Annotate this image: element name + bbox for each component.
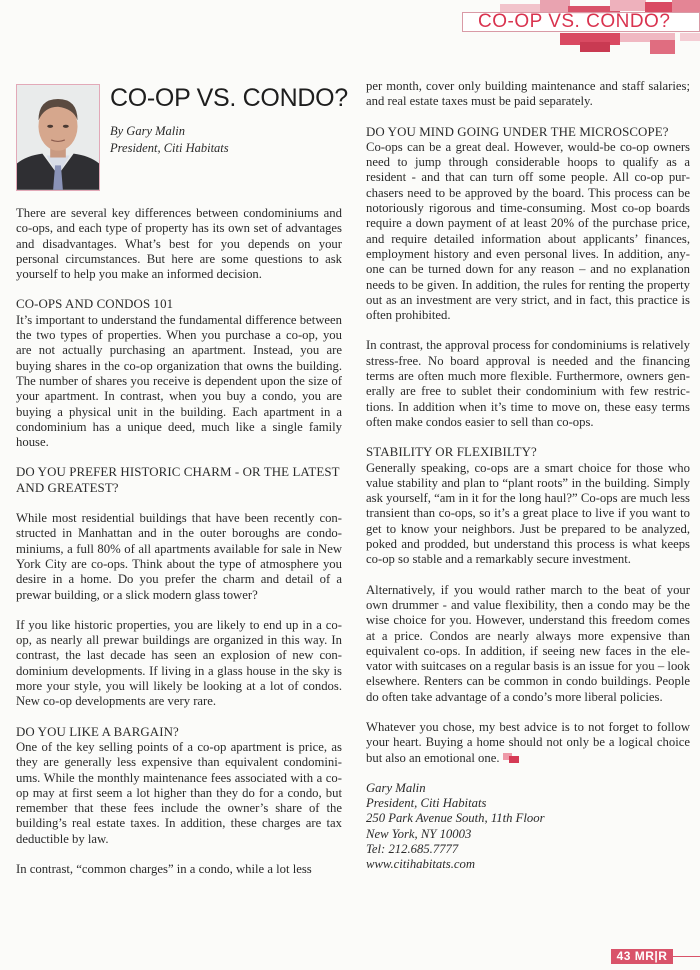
end-of-article-mark-icon	[503, 753, 519, 763]
section-heading-charm: DO YOU PREFER HISTORIC CHARM - OR THE LATEST AND GREATEST?	[16, 465, 340, 495]
signature-address-line1: 250 Park Avenue South, 11th Floor	[366, 811, 545, 826]
paragraph-bargain-2: In contrast, “common charges” in a condo, while a lot less	[16, 861, 312, 876]
paragraph-bargain-1: One of the key selling points of a co-op apartment is price, as they are generally less expensive than equivalent condominiums. While the monthly maintenance fees associated with a co-op may at first seem a lot higher than they do for a condo, but remember that these fees include the owner’s share of the building’s real estate taxes. In addition, these charges are tax deductible by law.	[16, 739, 342, 846]
signature-phone: Tel: 212.685.7777	[366, 842, 459, 857]
author-signature-block	[366, 781, 690, 873]
paragraph-bargain-continued: per month, cover only building maintenance and staff salaries; and real estate taxes must be paid separately.	[366, 79, 690, 109]
closing-text: Whatever you chose, my best advice is to not forget to follow your heart. Buying a home should not only be a logical choice but also an emotional one.	[366, 719, 690, 765]
article-title: CO-OP VS. CONDO?	[110, 84, 348, 112]
paragraph-101: It’s important to understand the fundamental difference between the two types of properties. When you purchase a co-op, you are not actually purchasing an apartment. Instead, you are buying shares in the co-op organization that owns the building. The number of shares you receive is dependent upon the size of your apartment. In contrast, when you buy a condo, you are buying a physical unit in the building. Each apartment in a condominium has a unique deed, much like a single family house.	[16, 312, 342, 450]
signature-name: Gary Malin	[366, 780, 426, 795]
page-number-rule	[673, 956, 700, 957]
signature-address-line2: New York, NY 10003	[366, 826, 472, 841]
paragraph-charm-1: While most residential buildings that have been recently constructed in Manhattan and in the outer boroughs are condominiums, a full 80% of all apartments available for sale in New York City are co-ops. Think about the type of atmosphere you desire in a home. Do you prefer the charm and detail of a prewar building, or a slick modern glass tower?	[16, 511, 342, 602]
byline-role: President, Citi Habitats	[110, 141, 229, 155]
paragraph-microscope: Co-ops can be a great deal. However, would-be co-op owners need to jump through considerable hoops to qualify as a resident - and that can turn off some people. All co-op purchasers need to be approved by the board. This process can be notoriously rigorous and time-consuming. Most co-op boards require a down payment of at least 20% of the purchase price, and require detailed information about applicants’ finances, employment history and even personal lives. In addition, anyone can be turned down for any reason – and no explanation needs to be given. In addition, the rules for renting the property out as an investment are very strict, and in fact, this practice is often prohibited.	[366, 139, 690, 323]
section-heading-bargain: DO YOU LIKE A BARGAIN?	[16, 724, 179, 739]
section-banner-title: CO-OP VS. CONDO?	[478, 11, 671, 32]
intro-paragraph: There are several key differences between condominiums and co-ops, and each type of property has its own set of advantages and disadvantages. What’s best for you depends on your personal circumstances. But here are some questions to ask yourself to help you make an informed decision.	[16, 206, 342, 282]
byline-author: By Gary Malin	[110, 124, 185, 138]
left-column	[16, 206, 342, 877]
section-heading-microscope: DO YOU MIND GOING UNDER THE MICROSCOPE?	[366, 124, 669, 139]
page-number-badge: 43 MR|R	[611, 949, 673, 964]
paragraph-charm-2: If you like historic properties, you are likely to end up in a co-op, as nearly all prewar buildings are organized in this way. In contrast, the last decade has seen an explosion of new condominium developments. If living in a glass house in the sky is more your style, you will likely be looking at a lot of condos. New co-op developments are very rare.	[16, 617, 342, 709]
paragraph-contrast: In contrast, the approval process for condominiums is relatively stress-free. No board approval is needed and the financing terms are often much more flexible. Furthermore, owners generally are free to sublet their condominium with few restrictions. In addition when it’s time to move on, these easy terms often make condos easier to sell than co-ops.	[366, 338, 690, 429]
paragraph-closing	[366, 720, 690, 766]
signature-title: President, Citi Habitats	[366, 796, 487, 811]
section-heading-stability: STABILITY OR FLEXIBILTY?	[366, 445, 537, 460]
signature-website-link[interactable]: www.citihabitats.com	[366, 857, 476, 872]
paragraph-alternatively: Alternatively, if you would rather march to the beat of your own drummer - and value flexibility, then a condo may be the wise choice for you. However, understand this freedom comes at a price. Condos are nearly always more expensive than equivalent co-ops. In addition, if seeing new faces in the elevator with suitcases on a regular basis is an issue for you – look elsewhere. Renters can be common in condo buildings. People do often take advantage of a condo’s more liberal policies.	[366, 582, 690, 704]
section-heading-101: CO-OPS AND CONDOS 101	[16, 297, 174, 312]
author-photo	[16, 84, 100, 191]
paragraph-stability: Generally speaking, co-ops are a smart choice for those who value stability and plan to “plant roots” in the building. Simply ask yourself, “am in it for the long haul?” Co-ops are much less transient than co-ops, so it’s a great place to live if you want to get to know your neighbors. Just be prepared to be analyzed, poked and prodded, but understand this process is what keeps co-op so stable and a remarkably secure investment.	[366, 460, 690, 567]
byline	[110, 123, 229, 157]
right-column	[366, 79, 690, 873]
author-portrait-image	[17, 85, 99, 190]
